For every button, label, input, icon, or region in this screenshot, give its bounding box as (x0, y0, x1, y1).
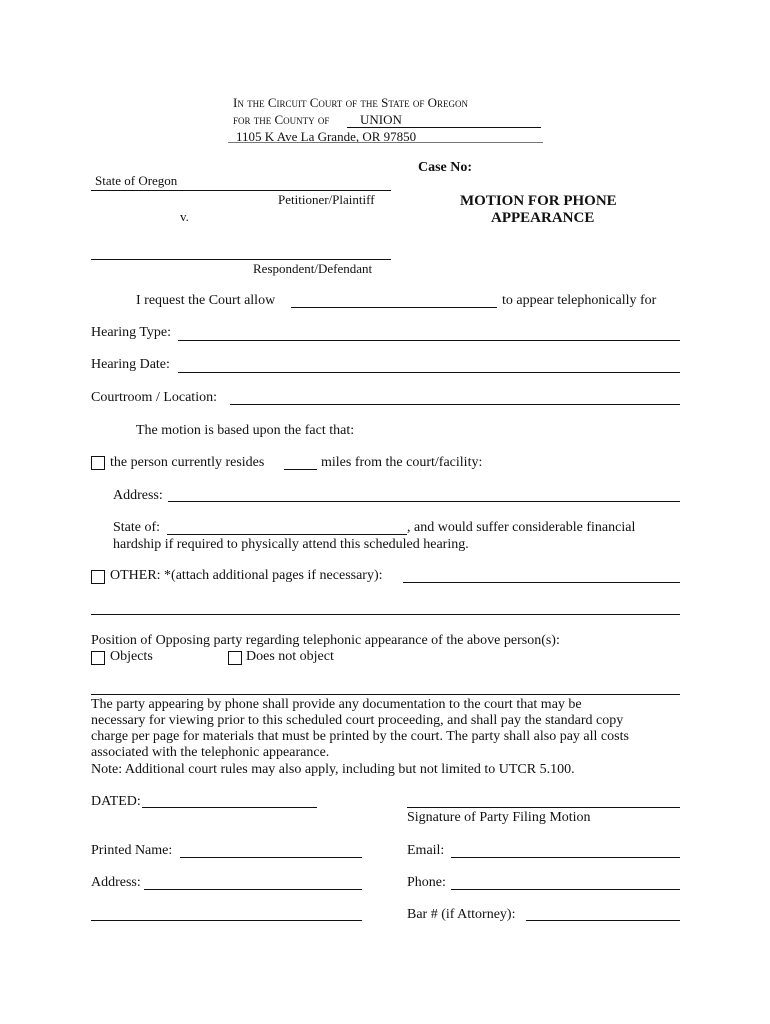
resides-suffix: miles from the court/facility: (321, 455, 483, 470)
phone-label: Phone: (407, 875, 446, 890)
notice-line-3: charge per page for materials that must be printed by the court. The party shall also pay all costs (91, 729, 629, 744)
request-person-line (291, 307, 497, 308)
county-value[interactable]: UNION (360, 112, 402, 127)
motion-title-line1: MOTION FOR PHONE (460, 193, 617, 209)
notice-line-2: necessary for viewing prior to this scheduled court proceeding, and shall pay the standard copy (91, 713, 624, 728)
bar-number-line (526, 920, 680, 921)
opposing-label: Position of Opposing party regarding telephonic appearance of the above person(s): (91, 633, 560, 648)
petitioner-line (91, 190, 391, 191)
hardship-line: hardship if required to physically attend this scheduled hearing. (113, 537, 469, 552)
county-prefix: for the County of (233, 112, 330, 127)
hearing-type-line (178, 340, 680, 341)
facility-address-label: Address: (113, 488, 163, 503)
bar-number-label: Bar # (if Attorney): (407, 907, 516, 922)
email-line (451, 857, 680, 858)
respondent-label: Respondent/Defendant (253, 261, 373, 276)
notice-line-5: Note: Additional court rules may also apply, including but not limited to UTCR 5.100. (91, 762, 575, 777)
dated-line (142, 807, 317, 808)
other-checkbox[interactable] (91, 570, 105, 584)
other-continuation-line[interactable] (91, 614, 680, 615)
hearing-date-line (178, 372, 680, 373)
printed-name-line (180, 857, 362, 858)
county-underline (347, 127, 541, 128)
notice-divider (91, 694, 680, 695)
state-line (167, 534, 407, 535)
basis-intro: The motion is based upon the fact that: (136, 423, 355, 438)
not-object-checkbox[interactable] (228, 651, 242, 665)
location-label: Courtroom / Location: (91, 390, 217, 405)
request-prefix: I request the Court allow (136, 293, 276, 308)
objects-checkbox[interactable] (91, 651, 105, 665)
petitioner-name[interactable]: State of Oregon (95, 173, 178, 188)
party-address-label: Address: (91, 875, 141, 890)
objects-label: Objects (110, 649, 153, 664)
state-suffix: , and would suffer considerable financial (407, 520, 636, 535)
hearing-type-label: Hearing Type: (91, 325, 172, 340)
signature-line[interactable] (407, 807, 680, 808)
notice-line-4: associated with the telephonic appearance. (91, 745, 330, 760)
other-line (403, 582, 680, 583)
not-object-label: Does not object (246, 649, 334, 664)
state-label: State of: (113, 520, 161, 535)
dated-label: DATED: (91, 794, 141, 809)
resides-checkbox[interactable] (91, 456, 105, 470)
other-label: OTHER: *(attach additional pages if necessary): (110, 568, 383, 583)
party-address-line-2[interactable] (91, 920, 362, 921)
address-underline (228, 142, 543, 143)
case-no-label: Case No: (418, 160, 473, 175)
request-suffix: to appear telephonically for (502, 293, 657, 308)
versus: v. (180, 209, 189, 224)
respondent-line (91, 259, 391, 260)
email-label: Email: (407, 843, 445, 858)
party-address-line (144, 889, 362, 890)
hearing-date-label: Hearing Date: (91, 357, 170, 372)
motion-title-line2: APPEARANCE (491, 210, 595, 226)
resides-prefix: the person currently resides (110, 455, 265, 470)
resides-miles-line (284, 469, 317, 470)
signature-label: Signature of Party Filing Motion (407, 810, 591, 825)
printed-name-label: Printed Name: (91, 843, 173, 858)
facility-address-line (168, 501, 680, 502)
court-heading: In the Circuit Court of the State of Oregon (233, 95, 469, 110)
phone-line (451, 889, 680, 890)
petitioner-label: Petitioner/Plaintiff (278, 192, 375, 207)
court-address[interactable]: 1105 K Ave La Grande, OR 97850 (236, 129, 417, 144)
notice-line-1: The party appearing by phone shall provide any documentation to the court that may be (91, 697, 582, 712)
location-line (230, 404, 680, 405)
